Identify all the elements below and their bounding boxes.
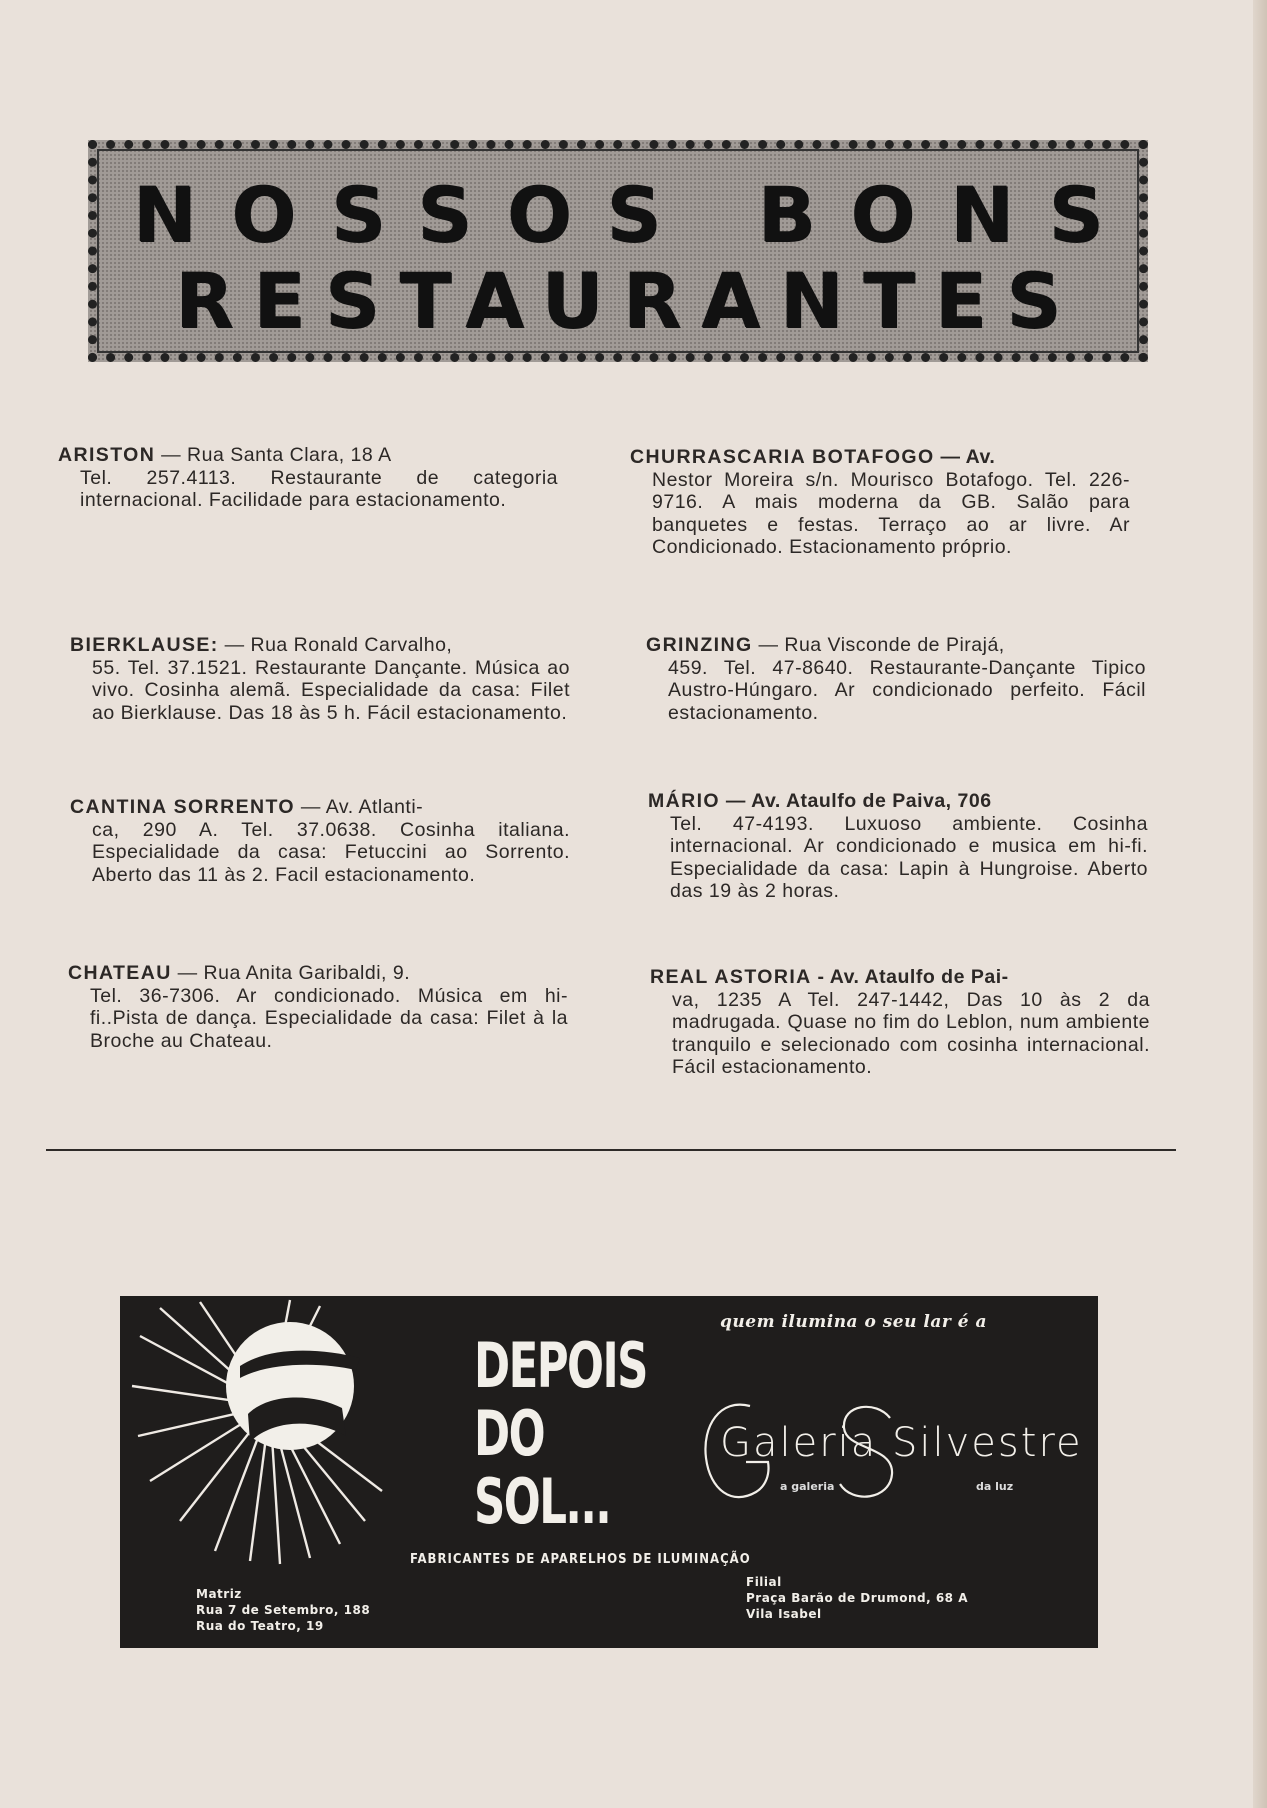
restaurant-name: REAL ASTORIA: [650, 966, 812, 988]
restaurant-entry-grinzing: [646, 634, 1146, 724]
page-edge: [1253, 0, 1267, 1808]
ad-brand-sub-right: da luz: [976, 1480, 1014, 1493]
restaurant-description: Tel. 47-4193. Luxuoso ambiente. Cosinha internacional. Ar condicionado e musica em hi-fi. Especialidade da casa: Lapin à Hungroise. Aberto das 19 às 2 horas.: [670, 812, 1148, 902]
restaurant-entry-bierklause: [70, 634, 570, 724]
restaurant-heading: [58, 444, 558, 467]
ad-matriz-line1: Rua 7 de Setembro, 188: [196, 1603, 371, 1617]
ad-brand-name: Galeria Silvestre: [720, 1420, 1083, 1466]
restaurant-address: — Rua Anita Garibaldi, 9.: [171, 962, 411, 984]
restaurant-entry-mario: [648, 790, 1148, 903]
restaurant-entry-churrascaria-botafogo: [630, 446, 1130, 559]
restaurant-name: GRINZING: [646, 634, 753, 656]
sunburst-icon: [120, 1296, 420, 1566]
restaurant-address: — Av. Ataulfo de Paiva, 706: [720, 790, 992, 812]
ad-tagline: quem ilumina o seu lar é a: [720, 1312, 988, 1332]
banner-title-line1: NOSSOS BONS: [132, 170, 1139, 259]
ad-address-filial: [746, 1574, 1046, 1622]
restaurant-name: CHURRASCARIA BOTAFOGO: [630, 446, 935, 468]
restaurant-heading: [646, 634, 1146, 657]
restaurant-entry-chateau: [68, 962, 568, 1052]
ad-matriz-label: Matriz: [196, 1587, 242, 1601]
restaurant-name: MÁRIO: [648, 790, 720, 812]
ad-brand-sub-left: a galeria: [780, 1480, 835, 1493]
restaurant-description: Tel. 257.4113. Restaurante de categoria internacional. Facilidade para estacionamento.: [80, 466, 558, 511]
ad-headline-line3: SOL...: [474, 1465, 611, 1538]
restaurant-name: CHATEAU: [68, 962, 172, 984]
restaurant-address: — Rua Ronald Carvalho,: [218, 634, 453, 656]
restaurant-address: — Rua Santa Clara, 18 A: [155, 444, 392, 466]
ad-brand-logo: [680, 1388, 1098, 1508]
ad-filial-label: Filial: [746, 1575, 782, 1589]
restaurant-name: CANTINA SORRENTO: [70, 796, 295, 818]
ad-headline: [474, 1329, 647, 1538]
ad-address-matriz: [196, 1586, 456, 1634]
ad-headline-line1: DEPOIS: [474, 1329, 647, 1402]
restaurant-heading: [70, 634, 570, 657]
ad-matriz-line2: Rua do Teatro, 19: [196, 1619, 324, 1633]
restaurant-name: BIERKLAUSE:: [70, 634, 219, 656]
restaurant-heading: [70, 796, 570, 819]
ad-filial-line2: Vila Isabel: [746, 1607, 822, 1621]
section-divider: [46, 1149, 1176, 1151]
restaurant-address: - Av. Ataulfo de Pai-: [811, 966, 1009, 988]
restaurant-heading: [650, 966, 1150, 989]
restaurant-heading: [630, 446, 1130, 469]
restaurant-entry-ariston: [58, 444, 558, 512]
title-banner: [88, 140, 1148, 362]
restaurant-heading: [68, 962, 568, 985]
restaurant-heading: [648, 790, 1148, 813]
ad-headline-line2: DO: [474, 1397, 544, 1470]
restaurant-entry-real-astoria: [650, 966, 1150, 1079]
ad-strapline: FABRICANTES DE APARELHOS DE ILUMINAÇÃO: [410, 1552, 751, 1567]
restaurant-address: — Av. Atlanti-: [295, 796, 424, 818]
banner-title-line2: RESTAURANTES: [174, 256, 1081, 345]
restaurant-description: Tel. 36-7306. Ar condicionado. Música em hi-fi..Pista de dança. Especialidade da casa: Filet à la Broche au Chateau.: [90, 984, 568, 1052]
restaurant-description: 55. Tel. 37.1521. Restaurante Dançante. Música ao vivo. Cosinha alemã. Especialidade da casa: Filet ao Bierklause. Das 18 às 5 h. Fácil estacionamento.: [92, 656, 570, 724]
advertisement-galeria-silvestre: [120, 1296, 1098, 1648]
restaurant-entry-cantina-sorrento: [70, 796, 570, 886]
restaurant-address: — Rua Visconde de Pirajá,: [752, 634, 1005, 656]
restaurant-name: ARISTON: [58, 444, 156, 466]
restaurant-description: ca, 290 A. Tel. 37.0638. Cosinha italiana. Especialidade da casa: Fetuccini ao Sorrento. Aberto das 11 às 2. Facil estacionamento.: [92, 818, 570, 886]
restaurant-description: 459. Tel. 47-8640. Restaurante-Dançante Tipico Austro-Húngaro. Ar condicionado perfeito. Fácil estacionamento.: [668, 656, 1146, 724]
restaurant-description: Nestor Moreira s/n. Mourisco Botafogo. Tel. 226-9716. A mais moderna da GB. Salão para banquetes e festas. Terraço ao ar livre. Ar Condicionado. Estacionamento próprio.: [652, 468, 1130, 558]
ad-filial-line1: Praça Barão de Drumond, 68 A: [746, 1591, 968, 1605]
restaurant-address: — Av.: [934, 446, 996, 468]
restaurant-description: va, 1235 A Tel. 247-1442, Das 10 às 2 da madrugada. Quase no fim do Leblon, num ambiente tranquilo e selecionado com cosinha internacional. Fácil estacionamento.: [672, 988, 1150, 1078]
